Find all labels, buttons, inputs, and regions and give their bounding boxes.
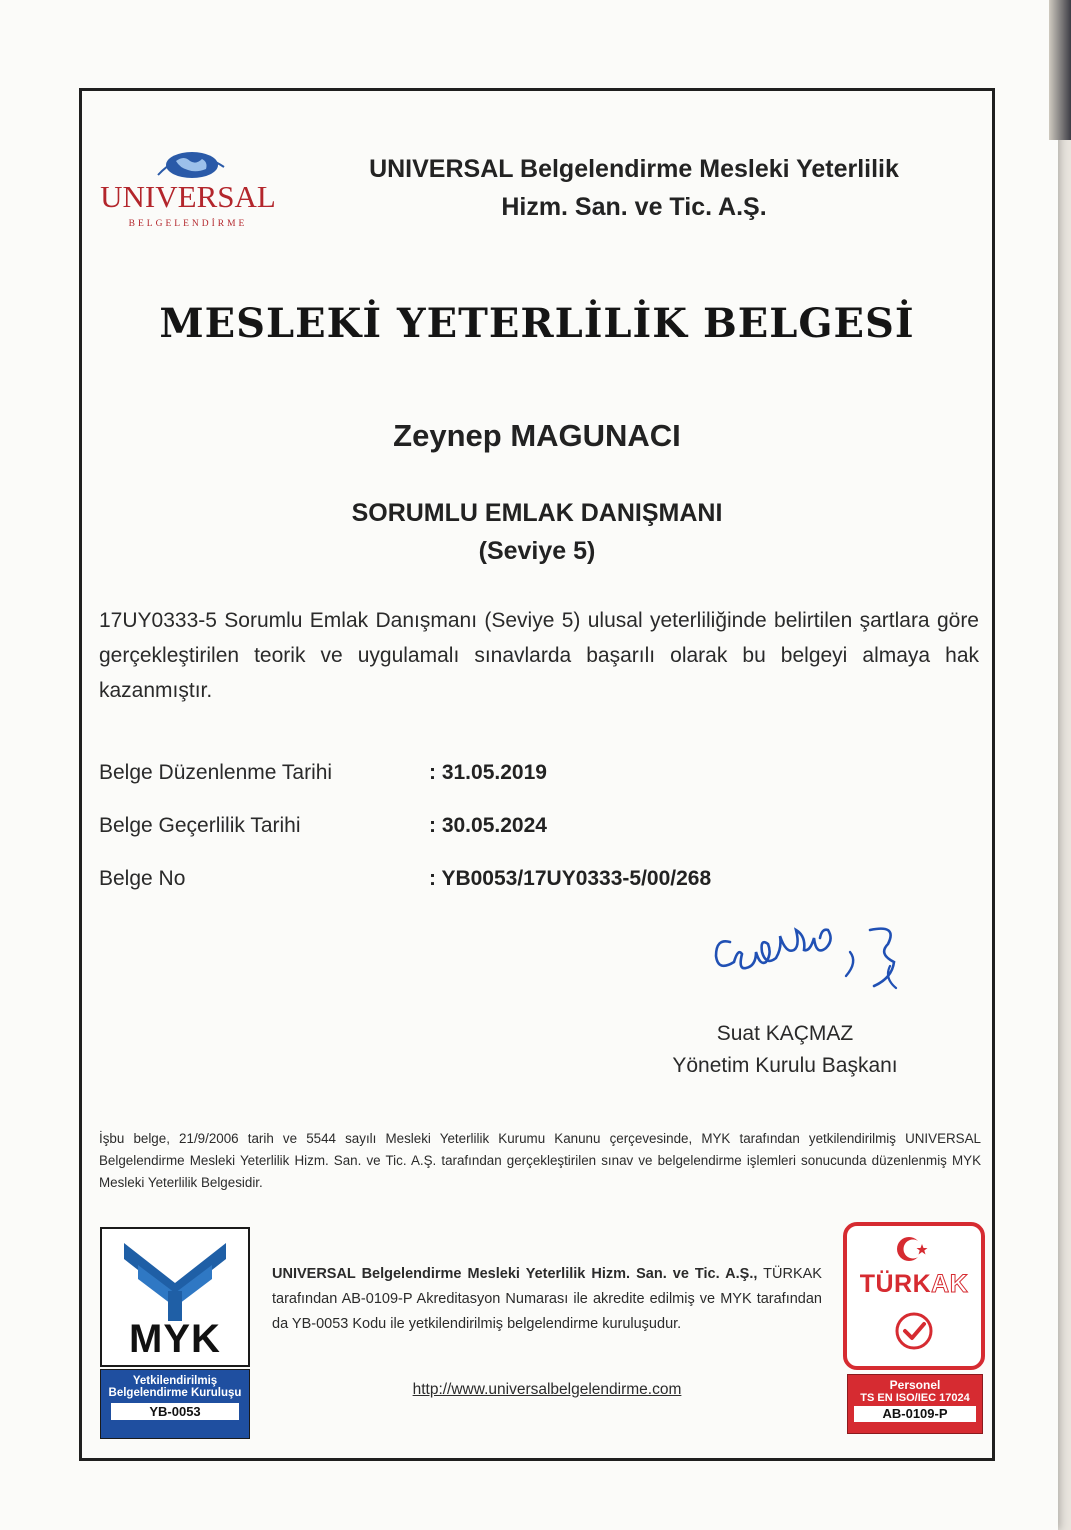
- qualification: [82, 494, 992, 570]
- signer-name: Suat KAÇMAZ: [716, 1022, 854, 1045]
- holder-name: Zeynep MAGUNACI: [393, 418, 681, 453]
- validity-date-value: : 30.05.2024: [429, 814, 547, 837]
- issue-date-value: : 31.05.2019: [429, 761, 547, 784]
- qualification-level: (Seviye 5): [478, 537, 596, 565]
- check-circle-icon: [893, 1310, 935, 1352]
- certificate-no-row: [99, 867, 979, 897]
- issuer-title-line2: Hizm. San. ve Tic. A.Ş.: [501, 193, 767, 221]
- turkak-badge: [843, 1222, 985, 1435]
- myk-badge-line2: Belgelendirme Kuruluşu: [108, 1387, 242, 1399]
- signature: [700, 900, 950, 1010]
- certificate-no-value: : YB0053/17UY0333-5/00/268: [429, 867, 712, 890]
- certificate-no-label: Belge No: [99, 867, 186, 890]
- turkak-badge-code: AB-0109-P: [854, 1406, 976, 1422]
- myk-badge: [100, 1227, 250, 1437]
- legal-note: İşbu belge, 21/9/2006 tarih ve 5544 sayılı Mesleki Yeterlilik Kurumu Kanunu çerçevesinde, MYK tarafından yetkilendirilmiş UNIVERSAL Belgelendirme Mesleki Yeterlilik Hizm. San. ve Tic. A.Ş. tarafından gerçekleştirilen sınav ve belgelendirme işlemleri sonucunda düzenlenmiş MYK Mesleki Yeterlilik Belgesidir.: [99, 1131, 981, 1190]
- certificate-title: MESLEKİ YETERLİLİK BELGESİ: [159, 300, 915, 347]
- myk-logo-text: MYK: [129, 1317, 221, 1361]
- issue-date-label: Belge Düzenlenme Tarihi: [99, 761, 333, 784]
- website-link[interactable]: http://www.universalbelgelendirme.com: [412, 1381, 682, 1398]
- accreditation-body: TÜRKAK tarafından AB-0109-P Akreditasyon Numarası ile akredite edilmiş ve MYK tarafından da YB-0053 Kodu ile yetkilendirilmiş belgelendirme kuruluşudur.: [272, 1266, 822, 1332]
- myk-emblem-icon: [116, 1235, 234, 1323]
- turkak-badge-line2: TS EN ISO/IEC 17024: [860, 1392, 970, 1404]
- background-edge-right: [1049, 0, 1071, 140]
- issuer-title: [300, 150, 968, 226]
- crescent-star-icon: [895, 1234, 931, 1264]
- turkak-logo-part2: AK: [931, 1270, 969, 1298]
- validity-date-row: [99, 814, 979, 844]
- universal-logo: [96, 145, 281, 235]
- accreditation-text: [272, 1262, 822, 1337]
- logo-subtext: BELGELENDİRME: [128, 219, 248, 229]
- turkak-logo-part1: TÜRK: [859, 1270, 932, 1298]
- signer-title: Yönetim Kurulu Başkanı: [672, 1054, 898, 1077]
- issuer-title-line1: UNIVERSAL Belgelendirme Mesleki Yeterlilik: [369, 155, 899, 183]
- certificate-description: 17UY0333-5 Sorumlu Emlak Danışmanı (Seviye 5) ulusal yeterliliğinde belirtilen şartlara göre gerçekleştirilen teorik ve uygulamalı sınavlarda başarılı olarak bu belgeyi almaya hak kazanmıştır.: [99, 609, 979, 702]
- myk-badge-code: YB-0053: [111, 1403, 239, 1420]
- validity-date-label: Belge Geçerlilik Tarihi: [99, 814, 301, 837]
- myk-badge-line1: Yetkilendirilmiş: [132, 1375, 218, 1387]
- logo-text: UNIVERSAL: [100, 179, 276, 214]
- turkak-logo: [847, 1270, 981, 1299]
- accreditation-org: UNIVERSAL Belgelendirme Mesleki Yeterlilik Hizm. San. ve Tic. A.Ş.,: [272, 1266, 758, 1282]
- turkak-badge-line1: Personel: [889, 1378, 941, 1392]
- qualification-name: SORUMLU EMLAK DANIŞMANI: [351, 499, 723, 527]
- issue-date-row: [99, 761, 979, 791]
